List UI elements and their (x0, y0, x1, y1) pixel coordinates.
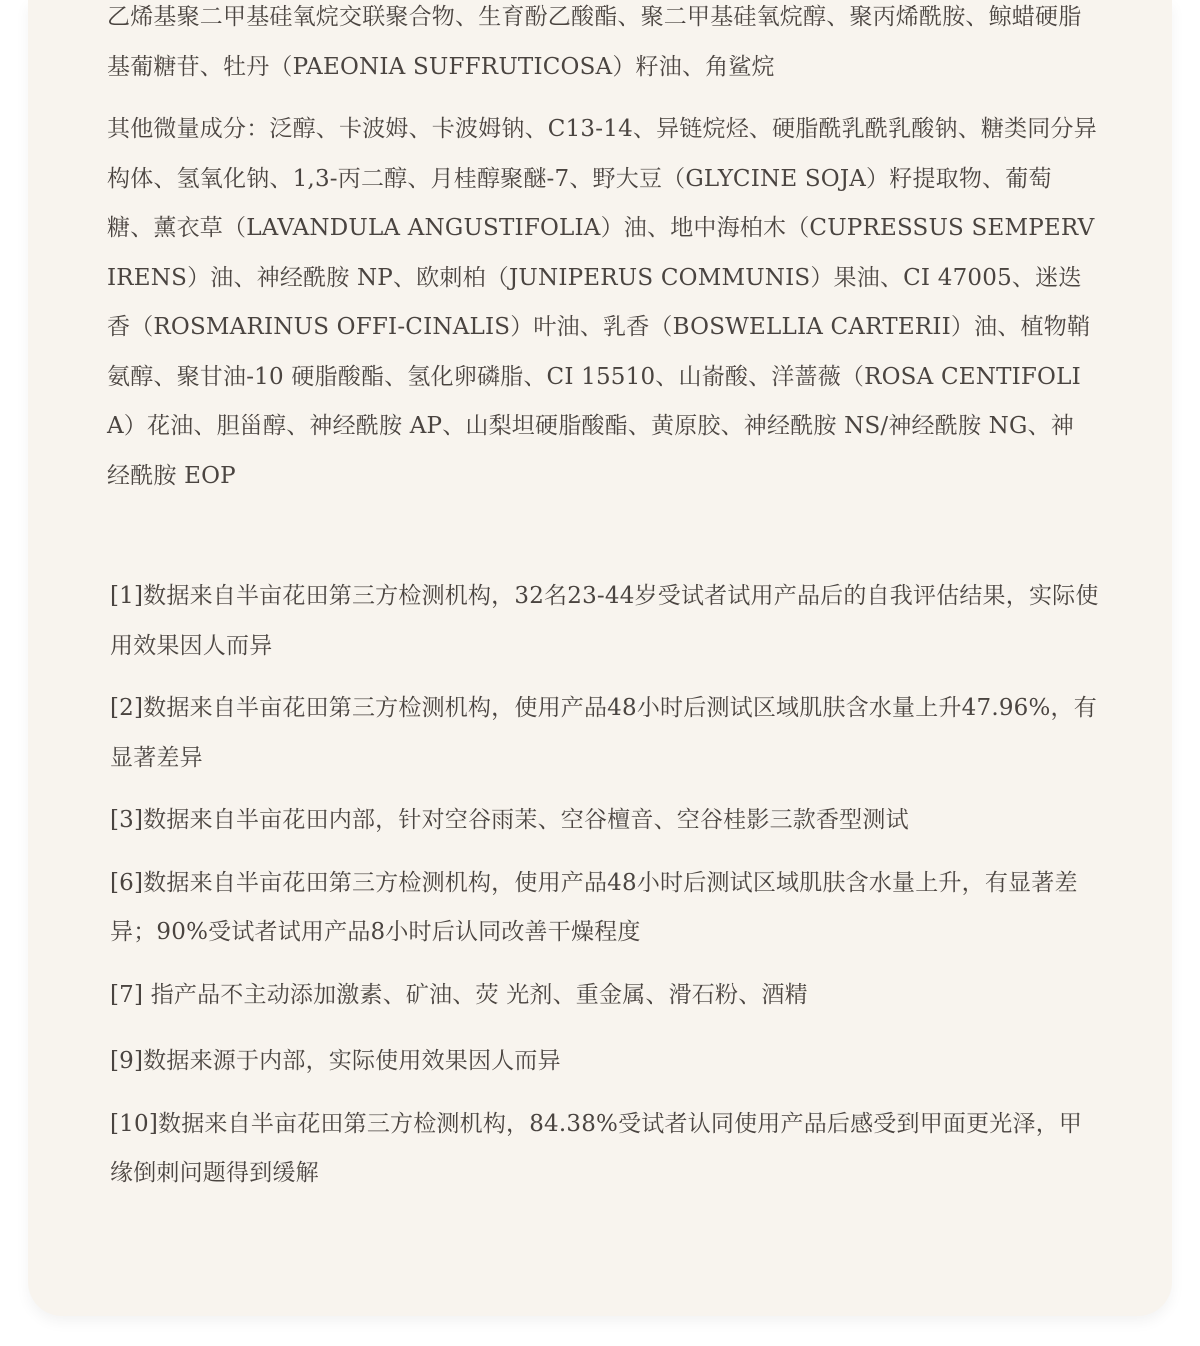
footnote-10: [10]数据来自半亩花田第三方检测机构，84.38%受试者认同使用产品后感受到甲面更光泽，甲缘倒刺问题得到缓解 (110, 1110, 1083, 1186)
footnote-2: [2]数据来自半亩花田第三方检测机构，使用产品48小时后测试区域肌肤含水量上升47.96%，有显著差异 (110, 695, 1097, 771)
footnote-9: [9]数据来源于内部，实际使用效果因人而异 (110, 1048, 561, 1074)
ingredients-main-text: 乙烯基聚二甲基硅氧烷交联聚合物、生育酚乙酸酯、聚二甲基硅氧烷醇、聚丙烯酰胺、鲸蜡硬脂基葡糖苷、牡丹（PAEONIA SUFFRUTICOSA）籽油、角鲨烷 (107, 4, 1082, 80)
ingredients-section (107, 0, 1097, 514)
ingredients-trace-text: 其他微量成分：泛醇、卡波姆、卡波姆钠、C13-14、异链烷烃、硬脂酰乳酰乳酸钠、糖类同分异构体、氢氧化钠、1,3-丙二醇、月桂醇聚醚-7、野大豆（GLYCINE SOJA）籽提取物、葡萄糖、薰衣草（LAVANDULA ANGUSTIFOLIA）油、地中海柏木（CUPRESSUS SEMPERVIRENS）油、神经酰胺 NP、欧刺柏（JUNIPERUS COMMUNIS）果油、CI 47005、迷迭香（ROSMARINUS OFFI-CINALIS）叶油、乳香（BOSWELLIA CARTERII）油、植物鞘氨醇、聚甘油-10 硬脂酸酯、氢化卵磷脂、CI 15510、山嵛酸、洋蔷薇（ROSA CENTIFOLIA）花油、胆甾醇、神经酰胺 AP、山梨坦硬脂酸酯、黄原胶、神经酰胺 NS/神经酰胺 NG、神经酰胺 EOP (107, 116, 1097, 489)
footnote-1: [1]数据来自半亩花田第三方检测机构，32名23-44岁受试者试用产品后的自我评估结果，实际使用效果因人而异 (110, 583, 1099, 659)
footnote-7: [7] 指产品不主动添加激素、矿油、荧 光剂、重金属、滑石粉、酒精 (110, 981, 808, 1008)
footnotes-section (110, 572, 1100, 1212)
footnote-6: [6]数据来自半亩花田第三方检测机构，使用产品48小时后测试区域肌肤含水量上升，有显著差异；90%受试者试用产品8小时后认同改善干燥程度 (110, 869, 1078, 945)
footnote-3: [3]数据来自半亩花田内部，针对空谷雨茉、空谷檀音、空谷桂影三款香型测试 (110, 807, 909, 833)
